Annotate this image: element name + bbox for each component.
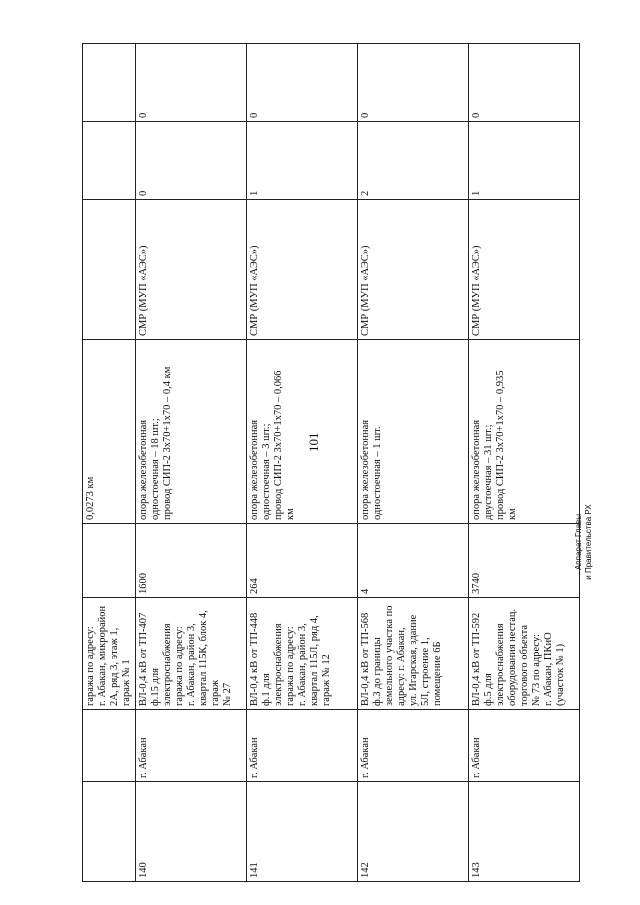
text-line: гараж bbox=[210, 679, 221, 706]
text-line: опора железобетонная bbox=[249, 419, 260, 520]
cell-description bbox=[247, 340, 358, 524]
table-row bbox=[469, 44, 580, 882]
cell-description bbox=[358, 340, 469, 524]
text-line: одностоечная – 18 шт.; bbox=[150, 418, 161, 520]
cell-object bbox=[469, 598, 580, 710]
text-line: г. Абакан, район 3, bbox=[186, 623, 197, 706]
text-line: одностоечная – 3 шт.; bbox=[261, 423, 272, 520]
text-line: ВЛ-0,4 кВ от ТП-592 bbox=[471, 612, 482, 706]
text-line: ул. Игарская, здание bbox=[408, 614, 419, 706]
text-line: гаража по адресу: bbox=[85, 626, 96, 706]
cell-a: 1 bbox=[247, 122, 358, 200]
text-line: квартал 115К, блок 4, bbox=[198, 610, 209, 706]
cell-b: 0 bbox=[358, 44, 469, 122]
cell-object bbox=[136, 598, 247, 710]
cell-a: 2 bbox=[358, 122, 469, 200]
text-line: г. Абакан, микрорайон bbox=[97, 605, 108, 706]
text-line: ф.1 для bbox=[261, 673, 272, 706]
text-line: ВЛ-0,4 кВ от ТП-568 bbox=[360, 612, 371, 706]
table-row-continuation bbox=[83, 44, 136, 882]
text-line: км bbox=[507, 508, 518, 520]
text-line: адресу: г. Абакан, bbox=[396, 627, 407, 706]
text-line: 5Л, строение 1, bbox=[420, 637, 431, 706]
text-line: г. Абакан, ПКиО bbox=[543, 632, 554, 706]
cell-description bbox=[469, 340, 580, 524]
cell-b: 0 bbox=[247, 44, 358, 122]
text-line: г. Абакан, район 3, bbox=[297, 623, 308, 706]
cell-description bbox=[83, 340, 136, 524]
text-line: помещение 6Б bbox=[432, 641, 443, 706]
text-line: км bbox=[285, 508, 296, 520]
cell-executor bbox=[83, 200, 136, 340]
cell-executor: СМР (МУП «АЭС») bbox=[136, 200, 247, 340]
page-number: 101 bbox=[306, 432, 321, 452]
cell-value bbox=[83, 524, 136, 598]
text-line: опора железобетонная bbox=[471, 419, 482, 520]
cell-executor: СМР (МУП «АЭС») bbox=[469, 200, 580, 340]
text-line: квартал 115Л, ряд 4, bbox=[309, 615, 320, 706]
cell-city: г. Абакан bbox=[247, 710, 358, 782]
cell-num bbox=[83, 782, 136, 882]
text-line: оборудования нестац. bbox=[507, 608, 518, 706]
cell-city bbox=[83, 710, 136, 782]
text-line: провод СИП-2 3х70+1х70 – 0,4 км bbox=[162, 366, 173, 520]
cell-num: 142 bbox=[358, 782, 469, 882]
cell-value: 264 bbox=[247, 524, 358, 598]
text-line: № 27 bbox=[222, 682, 233, 706]
text-line: опора железобетонная bbox=[360, 419, 371, 520]
text-line: земельного участка по bbox=[384, 605, 395, 706]
cell-num: 143 bbox=[469, 782, 580, 882]
text-line: провод СИП-2 3х70+1х70 – 0,066 bbox=[273, 370, 284, 520]
text-line: одностоечная – 1 шт. bbox=[372, 426, 383, 520]
text-line: 0,0273 км bbox=[85, 476, 96, 520]
text-line: ВЛ-0,4 кВ от ТП-448 bbox=[249, 612, 260, 706]
cell-b bbox=[83, 44, 136, 122]
cell-a: 0 bbox=[136, 122, 247, 200]
cell-description bbox=[136, 340, 247, 524]
text-line: ф.15 для bbox=[150, 668, 161, 706]
text-line: ф.3 до границы bbox=[372, 637, 383, 706]
table-row bbox=[136, 44, 247, 882]
stamp-line: Аппарат Главы bbox=[574, 513, 583, 571]
text-line: № 73 по адресу: bbox=[531, 634, 542, 706]
cell-num: 140 bbox=[136, 782, 247, 882]
cell-object bbox=[247, 598, 358, 710]
stamp-line: и Правительства РХ bbox=[584, 504, 593, 580]
cell-executor: СМР (МУП «АЭС») bbox=[358, 200, 469, 340]
cell-city: г. Абакан bbox=[136, 710, 247, 782]
cell-b: 0 bbox=[136, 44, 247, 122]
cell-num: 141 bbox=[247, 782, 358, 882]
text-line: электроснабжения bbox=[162, 623, 173, 706]
text-line: 2А, ряд 3, этаж 1, bbox=[109, 627, 120, 706]
cell-object bbox=[83, 598, 136, 710]
text-line: гараж № 1 bbox=[121, 659, 132, 706]
table-row bbox=[358, 44, 469, 882]
cell-value: 1600 bbox=[136, 524, 247, 598]
cell-city: г. Абакан bbox=[358, 710, 469, 782]
cell-executor: СМР (МУП «АЭС») bbox=[247, 200, 358, 340]
text-line: электроснабжения bbox=[495, 623, 506, 706]
text-line: гараж № 12 bbox=[321, 654, 332, 706]
cell-a: 1 bbox=[469, 122, 580, 200]
cell-value: 4 bbox=[358, 524, 469, 598]
rotated-table-wrapper bbox=[82, 44, 566, 882]
text-line: ф.5 для bbox=[483, 673, 494, 706]
text-line: ВЛ-0,4 кВ от ТП-407 bbox=[138, 612, 149, 706]
cell-object bbox=[358, 598, 469, 710]
cell-b: 0 bbox=[469, 44, 580, 122]
text-line: торгового объекта bbox=[519, 624, 530, 706]
text-line: двустоечная – 31 шт.; bbox=[483, 424, 494, 520]
text-line: опора железобетонная bbox=[138, 419, 149, 520]
text-line: провод СИП-2 3х70+1х70 – 0,935 bbox=[495, 370, 506, 520]
cell-value: 3740 bbox=[469, 524, 580, 598]
text-line: гаража по адресу: bbox=[285, 626, 296, 706]
objects-table bbox=[82, 43, 580, 882]
text-line: электроснабжения bbox=[273, 623, 284, 706]
table-row bbox=[247, 44, 358, 882]
cell-city: г. Абакан bbox=[469, 710, 580, 782]
cell-a bbox=[83, 122, 136, 200]
text-line: гаража по адресу: bbox=[174, 626, 185, 706]
text-line: (участок № 1) bbox=[555, 643, 566, 706]
